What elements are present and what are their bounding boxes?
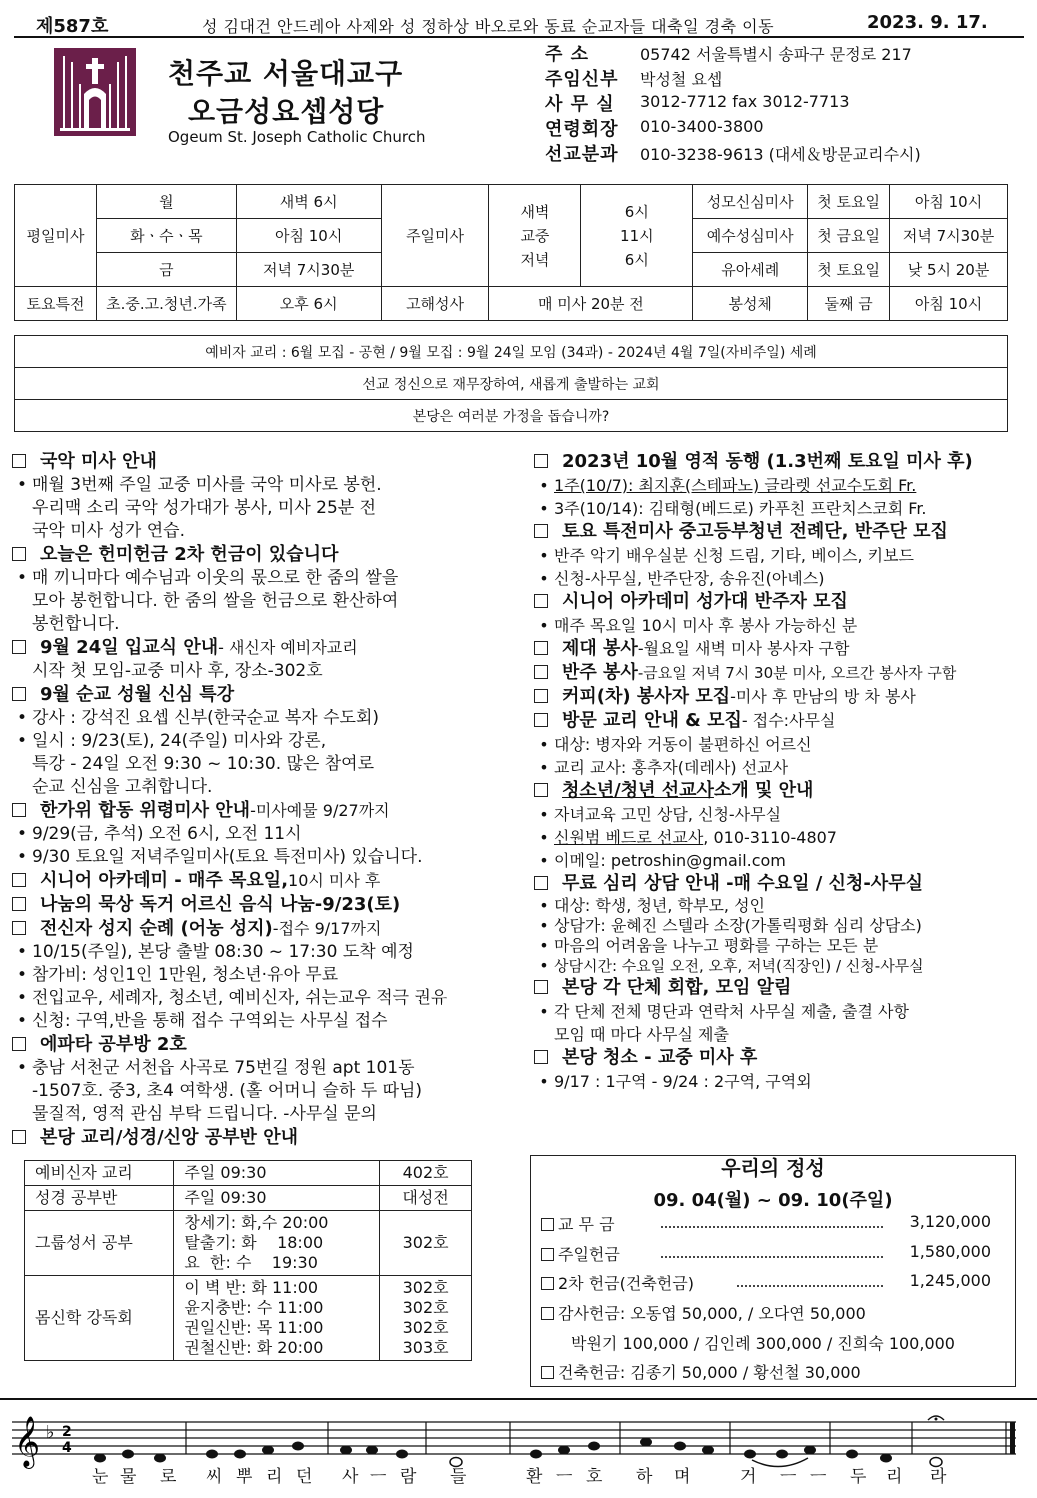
list-item: • 자녀교육 고민 상담, 신청-사무실 — [539, 805, 782, 824]
notice-table — [14, 335, 1008, 432]
issue-number: 제587호 — [36, 16, 109, 37]
checkbox-icon — [12, 640, 26, 654]
section-heading: 국악 미사 안내 — [12, 450, 512, 474]
list-item: • 9/29(금, 추석) 오전 6시, 오전 11시 — [16, 824, 302, 844]
list-item: • 9/17 : 1구역 - 9/24 : 2구역, 구역외 — [539, 1072, 812, 1091]
list-item: • 충남 서천군 서천읍 사곡로 75번길 정원 apt 101동 — [16, 1058, 415, 1078]
weekday-mass-label: 평일미사 — [15, 185, 97, 287]
sunday-mass-label: 주일미사 — [381, 185, 489, 287]
list-item: • 전입교우, 세례자, 청소년, 예비신자, 쉬는교우 적극 권유 — [16, 988, 448, 1008]
section-heading: 2023년 10월 영적 동행 (1.3번째 토요일 미사 후) — [534, 450, 1026, 474]
section-heading: 에파타 공부방 2호 — [12, 1033, 512, 1057]
section-heading: 시니어 아카데미 성가대 반주자 모집 — [534, 590, 1026, 614]
checkbox-icon — [12, 803, 26, 817]
list-item: • 일시 : 9/23(토), 24(주일) 미사와 강론, — [16, 731, 327, 751]
section-heading: 토요 특전미사 중고등부청년 전례단, 반주단 모집 — [534, 520, 1026, 544]
issue-date: 2023. 9. 17. — [867, 12, 988, 33]
confession-label: 고해성사 — [381, 287, 489, 321]
section-heading: 무료 심리 상담 안내 -매 수요일 / 신청-사무실 — [534, 872, 1026, 896]
offering-row: 교 무 금 3,120,000 — [541, 1212, 1003, 1235]
section-heading: 한가위 합동 위령미사 안내 -미사예물 9/27까지 — [12, 799, 512, 823]
section-heading: 본당 교리/성경/신앙 공부반 안내 — [12, 1126, 512, 1150]
list-item: • 3주(10/14): 김태형(베드로) 카푸친 프란치스코회 Fr. — [539, 499, 927, 518]
offering-building: 건축헌금: 김종기 50,000 / 황선철 30,000 — [541, 1360, 861, 1383]
left-column: 국악 미사 안내 • 매월 3번째 주일 교중 미사를 국악 미사로 봉헌. 우리맥 소리 국악 성가대가 봉사, 미사 25분 전 국악 미사 성가 연습. 오늘은 헌미헌금 2차 헌금이 있습니다 • 매 끼니마다 예수님과 이웃의 몫으로 한 줌의 쌀을 모아 봉헌합니다. 한 줌의 쌀을 헌금으로 환산하여 봉헌합니다. 9월 24일 입교식 안내 - 새신자 예비자교리 시작 첫 모임-교중 미사 후, 장소-302호 9월 순교 성월 신심 특강 • 강사 : 강석진 요셉 신부(한국순교 복자 수도회) • 일시 : 9/23(토), 24(주일) 미사와 강론, 특강 - 24일 오전 9:30 ~ 10:30. 많은 참여로 순교 신심을 고취합니다. 한가위 합동 위령미사 안내 -미사예물 9/27까지 • 9/29(금, 추석) 오전 6시, 오전 11시 • 9/30 토요일 저녁주일미사(토요 특전미사) 있습니다. 시니어 아카데미 - 매주 목요일, 10시 미사 후 나눔의 묵상 독거 어르신 음식 나눔-9/23(토) 전신자 성지 순례 (어농 성지) -접수 9/17까지 • 10/15(주일), 본당 출발 08:30 ~ 17:30 도착 예정 • 참가비: 성인1인 1만원, 청소년·유아 무료 • 전입교우, 세례자, 청소년, 예비신자, 쉬는교우 적극 권유 • 신청: 구역,반을 통해 접수 구역외는 사무실 접수 에파타 공부방 2호 • 충남 서천군 서천읍 사곡로 75번길 정원 apt 101동 -1507호. 중3, 초4 여학생. (홀 어머니 슬하 두 따님) 물질적, 영적 관심 부탁 드립니다. -사무실 문의 본당 교리/성경/신앙 공부반 안내 — [12, 450, 512, 1150]
music-staff-icon — [0, 1408, 1037, 1470]
table-row: 예비신자 교리 주일 09:30 402호 — [25, 1161, 472, 1186]
checkbox-icon — [541, 1307, 554, 1320]
checkbox-icon — [12, 921, 26, 935]
checkbox-icon — [534, 524, 548, 538]
list-item: • 매주 목요일 10시 미사 후 봉사 가능하신 분 — [539, 616, 858, 635]
section-heading: 9월 순교 성월 신심 특강 — [12, 683, 512, 707]
church-logo-icon — [54, 48, 136, 136]
feast-title: 성 김대건 안드레아 사제와 성 정하상 바오로와 동료 순교자들 대축일 경축 이동 — [202, 17, 775, 36]
study-class-table — [24, 1160, 472, 1361]
svg-text:2: 2 — [62, 1424, 72, 1440]
list-item: • 대상: 학생, 청년, 학부모, 성인 — [539, 896, 766, 915]
church-logo — [54, 48, 136, 136]
section-heading: 오늘은 헌미헌금 2차 헌금이 있습니다 — [12, 543, 512, 567]
checkbox-icon — [12, 454, 26, 468]
checkbox-icon — [534, 783, 548, 797]
checkbox-icon — [12, 547, 26, 561]
checkbox-icon — [12, 873, 26, 887]
offering-period: 09. 04(월) ~ 09. 10(주일) — [653, 1190, 893, 1211]
list-item: • 반주 악기 배우실분 신청 드림, 기타, 베이스, 키보드 — [539, 546, 914, 565]
section-heading: 제대 봉사 -월요일 새벽 미사 봉사자 구함 — [534, 637, 1026, 661]
section-heading: 본당 각 단체 회합, 모임 알림 — [534, 976, 1026, 1000]
table-row: 그룹성서 공부 창세기: 화,수 20:00 탈출기: 화 18:00 요 한: 수 19:30 302호 — [25, 1211, 472, 1276]
list-item: • 대상: 병자와 거동이 불편하신 어르신 — [539, 735, 812, 754]
saturday-mass-label: 토요특전 — [15, 287, 97, 321]
list-item: • 신청: 구역,반을 통해 접수 구역외는 사무실 접수 — [16, 1011, 388, 1031]
sunday-mass-kinds: 새벽 교중 저녁 — [489, 185, 581, 287]
svg-text:♭: ♭ — [46, 1422, 55, 1443]
list-item: • 강사 : 강석진 요셉 신부(한국순교 복자 수도회) — [16, 708, 380, 728]
list-item: • 마음의 어려움을 나누고 평화를 구하는 모든 분 — [539, 936, 879, 955]
section-heading: 9월 24일 입교식 안내 - 새신자 예비자교리 — [12, 636, 512, 660]
list-item: • 상담시간: 수요일 오전, 오후, 저녁(직장인) / 신청-사무실 — [539, 956, 924, 975]
list-item: • 1주(10/7): 최지훈(스테파노) 글라렛 선교수도회 Fr. — [539, 476, 917, 495]
mass-schedule-table: 평일미사 월 새벽 6시 주일미사 새벽 교중 저녁 6시 11시 6시 성모신심미사 첫 토요일 아침 10시 화ㆍ수ㆍ목 아침 10시 예수성심미사 첫 금요일 저녁 7시30분 금 저녁 7시30분 유아세례 첫 토요일 낮 5시 20분 토요특전 초.중.고.청년.가족 오후 6시 고해성사 매 미사 20분 전 봉성체 둘째 금 아침 10시 — [14, 184, 1008, 321]
checkbox-icon — [541, 1366, 554, 1379]
section-heading: 전신자 성지 순례 (어농 성지) -접수 9/17까지 — [12, 917, 512, 941]
list-item: • 각 단체 전체 명단과 연락처 사무실 제출, 출결 사항 — [539, 1002, 909, 1021]
parish-name-english: Ogeum St. Joseph Catholic Church — [168, 128, 426, 146]
hymn-score — [0, 1398, 1037, 1498]
list-item: • 이메일: petroshin@gmail.com — [539, 851, 786, 870]
checkbox-icon — [534, 713, 548, 727]
list-item: • 신원범 베드로 선교사 , 010-3110-4807 — [539, 828, 837, 847]
checkbox-icon — [541, 1248, 554, 1261]
table-row: 성경 공부반 주일 09:30 대성전 — [25, 1186, 472, 1211]
offering-thanks: 감사헌금: 오동엽 50,000, / 오다연 50,000 — [541, 1301, 866, 1324]
right-column: 2023년 10월 영적 동행 (1.3번째 토요일 미사 후) • 1주(10/7): 최지훈(스테파노) 글라렛 선교수도회 Fr. • 3주(10/14): 김태형(베드로) 카푸친 프란치스코회 Fr. 토요 특전미사 중고등부청년 전례단, 반주단 모집 • 반주 악기 배우실분 신청 드림, 기타, 베이스, 키보드 • 신청-사무실, 반주단장, 송유진(아녜스) 시니어 아카데미 성가대 반주자 모집 • 매주 목요일 10시 미사 후 봉사 가능하신 분 제대 봉사 -월요일 새벽 미사 봉사자 구함 반주 봉사 -금요일 저녁 7시 30분 미사, 오르간 봉사자 구함 커피(차) 봉사자 모집 -미사 후 만남의 방 차 봉사 방문 교리 안내 & 모집 - 접수:사무실 • 대상: 병자와 거동이 불편하신 어르신 • 교리 교사: 홍추자(데레사) 선교사 청소년/청년 선교사 소개 및 안내 • 자녀교육 고민 상담, 신청-사무실 • 신원범 베드로 선교사 , 010-3110-4807 • 이메일: petroshin@gmail.com 무료 심리 상담 안내 -매 수요일 / 신청-사무실 • 대상: 학생, 청년, 학부모, 성인 • 상담가: 윤혜진 스텔라 소장(가톨릭평화 심리 상담소) • 마음의 어려움을 나누고 평화를 구하는 모든 분 • 상담시간: 수요일 오전, 오후, 저녁(직장인) / 신청-사무실 본당 각 단체 회합, 모임 알림 • 각 단체 전체 명단과 연락처 사무실 제출, 출결 사항 모임 때 마다 사무실 제출 본당 청소 - 교중 미사 후 • 9/17 : 1구역 - 9/24 : 2구역, 구역외 — [534, 450, 1026, 1093]
checkbox-icon — [534, 454, 548, 468]
checkbox-icon — [534, 641, 548, 655]
list-item: • 9/30 토요일 저녁주일미사(토요 특전미사) 있습니다. — [16, 847, 423, 867]
section-heading: 방문 교리 안내 & 모집 - 접수:사무실 — [534, 709, 1026, 733]
list-item: • 참가비: 성인1인 1만원, 청소년·유아 무료 — [16, 965, 339, 985]
section-heading: 시니어 아카데미 - 매주 목요일, 10시 미사 후 — [12, 869, 512, 893]
checkbox-icon — [534, 1050, 548, 1064]
checkbox-icon — [534, 980, 548, 994]
list-item: • 신청-사무실, 반주단장, 송유진(아녜스) — [539, 569, 825, 588]
list-item: • 10/15(주일), 본당 출발 08:30 ~ 17:30 도착 예정 — [16, 942, 414, 962]
notice-slogan: 선교 정신으로 재무장하여, 새롭게 출발하는 교회 — [15, 368, 1008, 400]
svg-text:𝄞: 𝄞 — [14, 1416, 41, 1467]
list-item: • 매월 3번째 주일 교중 미사를 국악 미사로 봉헌. — [16, 475, 382, 495]
section-heading: 나눔의 묵상 독거 어르신 음식 나눔-9/23(토) — [12, 893, 512, 917]
section-heading: 반주 봉사 -금요일 저녁 7시 30분 미사, 오르간 봉사자 구함 — [534, 661, 1026, 685]
notice-question: 본당은 여러분 가정을 돕습니까? — [15, 400, 1008, 432]
table-row: 몸신학 강독회 이 벽 반: 화 11:00 윤지충반: 수 11:00 권일신반: 목 11:00 권철신반: 화 20:00 302호 302호 302호 303호 — [25, 1276, 472, 1361]
checkbox-icon — [534, 665, 548, 679]
checkbox-icon — [534, 689, 548, 703]
diocese-name: 천주교 서울대교구 — [168, 57, 404, 90]
checkbox-icon — [541, 1277, 554, 1290]
sunday-mass-times: 6시 11시 6시 — [581, 185, 693, 287]
list-item: • 매 끼니마다 예수님과 이웃의 몫으로 한 줌의 쌀을 — [16, 568, 399, 588]
offering-title: 우리의 정성 — [531, 1152, 1015, 1181]
list-item: • 상담가: 윤혜진 스텔라 소장(가톨릭평화 심리 상담소) — [539, 916, 922, 935]
svg-text:4: 4 — [62, 1440, 72, 1456]
checkbox-icon — [12, 897, 26, 911]
section-heading: 커피(차) 봉사자 모집 -미사 후 만남의 방 차 봉사 — [534, 685, 1026, 709]
section-heading: 청소년/청년 선교사 소개 및 안내 — [534, 779, 1026, 803]
notice-catechumen: 예비자 교리 : 6월 모집 - 공현 / 9월 모집 : 9월 24일 모임 (34과) - 2024년 4월 7일(자비주일) 세례 — [15, 336, 1008, 368]
parish-name: 오금성요셉성당 — [188, 95, 385, 128]
list-item: • 교리 교사: 홍추자(데레사) 선교사 — [539, 758, 789, 777]
checkbox-icon — [12, 1037, 26, 1051]
offering-row: 주일헌금 1,580,000 — [541, 1242, 1003, 1265]
offering-thanks-cont: 박원기 100,000 / 김인례 300,000 / 진희숙 100,000 — [571, 1334, 955, 1353]
section-heading: 본당 청소 - 교중 미사 후 — [534, 1046, 1026, 1070]
offering-row: 2차 헌금(건축헌금) 1,245,000 — [541, 1271, 1003, 1294]
offering-box — [530, 1155, 1016, 1387]
checkbox-icon — [541, 1218, 554, 1231]
checkbox-icon — [534, 594, 548, 608]
checkbox-icon — [534, 876, 548, 890]
masthead-line — [14, 8, 1024, 38]
checkbox-icon — [12, 1130, 26, 1144]
checkbox-icon — [12, 687, 26, 701]
